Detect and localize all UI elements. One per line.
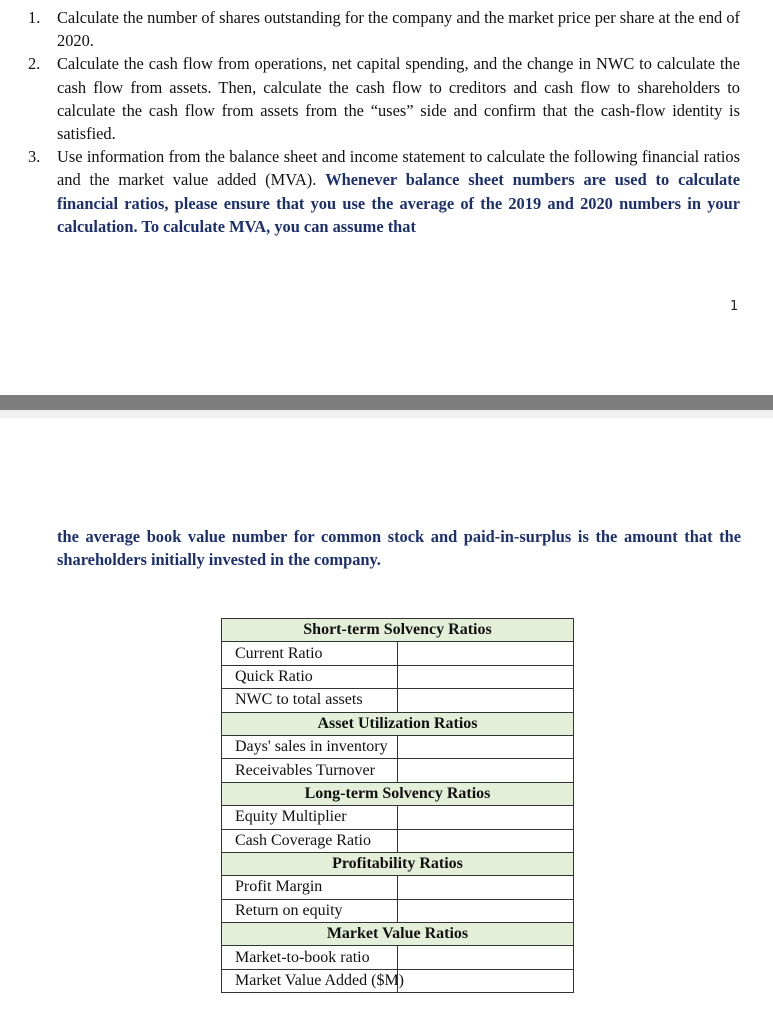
section-header: Asset Utilization Ratios	[222, 712, 574, 735]
question-number: 1.	[28, 8, 41, 27]
ratio-value-cell[interactable]	[398, 829, 574, 852]
question-list	[28, 6, 740, 238]
table-row	[222, 899, 574, 922]
ratio-label: NWC to total assets	[222, 689, 398, 712]
ratio-value-cell[interactable]	[398, 759, 574, 782]
ratio-label: Profit Margin	[222, 876, 398, 899]
table-section-header-row	[222, 712, 574, 735]
table-section-header-row	[222, 619, 574, 642]
ratio-label: Equity Multiplier	[222, 806, 398, 829]
ratio-label: Return on equity	[222, 899, 398, 922]
table-row	[222, 876, 574, 899]
table-section-header-row	[222, 782, 574, 805]
ratio-label: Market-to-book ratio	[222, 946, 398, 969]
page-separator	[0, 395, 773, 410]
table-row	[222, 665, 574, 688]
question-text: Calculate the number of shares outstanding for the company and the market price per share at the end of 2020.	[57, 8, 740, 51]
ratio-value-cell[interactable]	[398, 665, 574, 688]
ratio-label: Quick Ratio	[222, 665, 398, 688]
table-row	[222, 735, 574, 758]
table-row	[222, 642, 574, 665]
table-row	[222, 806, 574, 829]
ratio-label: Receivables Turnover	[222, 759, 398, 782]
question-3	[28, 145, 740, 238]
table-row	[222, 946, 574, 969]
ratio-label: Days' sales in inventory	[222, 735, 398, 758]
page-number: 1	[730, 299, 739, 314]
section-header: Market Value Ratios	[222, 923, 574, 946]
section-header: Short-term Solvency Ratios	[222, 619, 574, 642]
ratio-label: Current Ratio	[222, 642, 398, 665]
table-section-header-row	[222, 852, 574, 875]
question-1	[28, 6, 740, 52]
table-row	[222, 689, 574, 712]
ratio-value-cell[interactable]	[398, 899, 574, 922]
question-emphasis-text: Whenever balance sheet numbers are used to calculate financial ratios, please ensure that you use the average of the 2019 and 2020 numbers in your calculation. To calculate MVA, you can assume that	[57, 170, 740, 236]
ratio-value-cell[interactable]	[398, 876, 574, 899]
ratio-value-cell[interactable]	[398, 806, 574, 829]
page-gap	[0, 410, 773, 418]
table-section-header-row	[222, 923, 574, 946]
document-page-1	[0, 0, 773, 395]
section-header: Long-term Solvency Ratios	[222, 782, 574, 805]
table-row	[222, 969, 574, 992]
table-row	[222, 829, 574, 852]
ratio-value-cell[interactable]	[398, 735, 574, 758]
ratio-label: Market Value Added ($M)	[222, 969, 398, 992]
ratio-value-cell[interactable]	[398, 969, 574, 992]
question-number: 2.	[28, 54, 41, 74]
continuation-text: the average book value number for common stock and paid-in-surplus is the amount that the shareholders initially invested in the company.	[57, 527, 741, 570]
ratio-value-cell[interactable]	[398, 642, 574, 665]
question-text: Calculate the cash flow from operations, net capital spending, and the change in NWC to calculate the cash flow from assets. Then, calculate the cash flow to creditors and cash flow to shareholders to calculate the cash flow from assets from the “uses” side and confirm that the cash-flow identity is satisfied.	[57, 54, 740, 144]
ratios-table	[221, 618, 574, 993]
section-header: Profitability Ratios	[222, 852, 574, 875]
ratio-value-cell[interactable]	[398, 689, 574, 712]
question-text: Use information from the balance sheet and income statement to calculate the following financial ratios and the market value added (MVA).	[57, 147, 740, 190]
ratio-label: Cash Coverage Ratio	[222, 829, 398, 852]
table-row	[222, 759, 574, 782]
question-2	[28, 52, 740, 145]
ratio-value-cell[interactable]	[398, 946, 574, 969]
question-number: 3.	[28, 147, 41, 167]
